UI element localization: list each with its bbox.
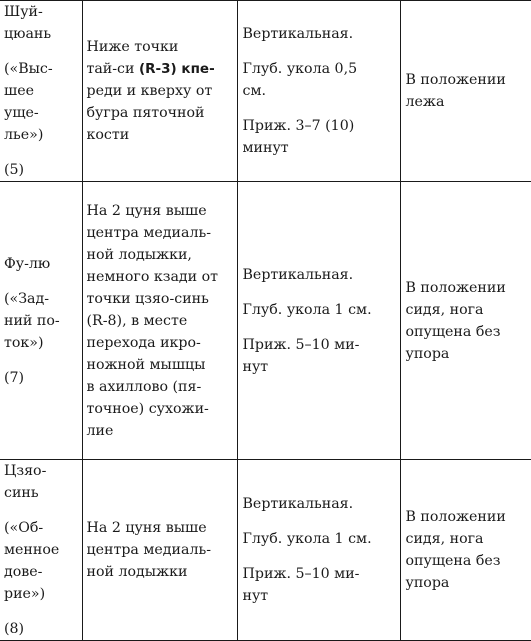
location-text: кпе- <box>177 61 215 77</box>
position-line: сидя, нога <box>406 528 531 550</box>
point-translation-line: ний по- <box>4 310 82 332</box>
location-line: бугра пяточной <box>87 102 237 124</box>
point-number: (8) <box>4 618 82 640</box>
technique-line: нут <box>243 585 400 607</box>
table-row <box>0 182 531 460</box>
point-name-line: Цзяо- <box>4 460 82 482</box>
point-translation-line: лье») <box>4 124 82 146</box>
point-number: (5) <box>4 159 82 181</box>
technique-line: Приж. 5–10 ми- <box>243 334 400 356</box>
position-line: В положении <box>406 506 531 528</box>
point-name-line: Фу-лю <box>4 253 82 275</box>
point-translation-line: ток») <box>4 332 82 354</box>
position-cell <box>400 182 531 460</box>
point-translation-line: уще- <box>4 102 82 124</box>
table-row <box>0 1 531 182</box>
location-line: ножной мышцы <box>87 354 237 376</box>
point-translation-line: («Выс- <box>4 58 82 80</box>
point-name-cell <box>0 460 82 641</box>
technique-cell <box>237 182 400 460</box>
location-line: (R-8), в месте <box>87 310 237 332</box>
location-line: ной лодыжки <box>87 561 237 583</box>
location-line: На 2 цуня выше <box>87 200 237 222</box>
location-line: лие <box>87 420 237 442</box>
technique-line: Глуб. укола 1 см. <box>243 299 400 321</box>
location-line: немного кзади от <box>87 266 237 288</box>
point-translation-line: («Об- <box>4 517 82 539</box>
location-line: точное) сухожи- <box>87 398 237 420</box>
point-translation-line: («Зад- <box>4 288 82 310</box>
point-code: (R-3) <box>139 61 177 77</box>
position-line: упора <box>406 343 531 365</box>
location-line: в ахиллово (пя- <box>87 376 237 398</box>
position-line: сидя, нога <box>406 299 531 321</box>
technique-line: нут <box>243 356 400 378</box>
position-cell <box>400 460 531 641</box>
location-line: центра медиаль- <box>87 222 237 244</box>
technique-line: Приж. 3–7 (10) <box>243 115 400 137</box>
location-line: кости <box>87 124 237 146</box>
location-line: центра медиаль- <box>87 539 237 561</box>
technique-line: см. <box>243 80 400 102</box>
position-cell <box>400 1 531 182</box>
point-name-line: цюань <box>4 23 82 45</box>
technique-cell <box>237 1 400 182</box>
position-line: В положении <box>406 69 531 91</box>
technique-line: минут <box>243 137 400 159</box>
point-name-line: Шуй- <box>4 1 82 23</box>
technique-line: Вертикальная. <box>243 493 400 515</box>
point-name-cell <box>0 1 82 182</box>
technique-line: Глуб. укола 0,5 <box>243 58 400 80</box>
location-line: точки цзяо-синь <box>87 288 237 310</box>
location-text: тай-си <box>87 61 139 77</box>
location-cell <box>82 460 237 641</box>
position-line: В положении <box>406 277 531 299</box>
technique-line: Приж. 5–10 ми- <box>243 563 400 585</box>
point-translation-line: рие») <box>4 583 82 605</box>
point-translation-line: дове- <box>4 561 82 583</box>
technique-line: Вертикальная. <box>243 264 400 286</box>
position-line: лежа <box>406 91 531 113</box>
location-line: реди и кверху от <box>87 80 237 102</box>
point-name-cell <box>0 182 82 460</box>
table-row <box>0 460 531 641</box>
location-line: ной лодыжки, <box>87 244 237 266</box>
location-line: перехода икро- <box>87 332 237 354</box>
position-line: опущена без <box>406 321 531 343</box>
point-name-line: синь <box>4 482 82 504</box>
technique-cell <box>237 460 400 641</box>
location-cell <box>82 1 237 182</box>
technique-line: Вертикальная. <box>243 23 400 45</box>
location-line: На 2 цуня выше <box>87 517 237 539</box>
technique-line: Глуб. укола 1 см. <box>243 528 400 550</box>
location-cell <box>82 182 237 460</box>
point-translation-line: менное <box>4 539 82 561</box>
point-number: (7) <box>4 367 82 389</box>
position-line: опущена без <box>406 550 531 572</box>
position-line: упора <box>406 572 531 594</box>
point-translation-line: шее <box>4 80 82 102</box>
location-line: Ниже точки <box>87 36 237 58</box>
location-line <box>87 58 237 80</box>
